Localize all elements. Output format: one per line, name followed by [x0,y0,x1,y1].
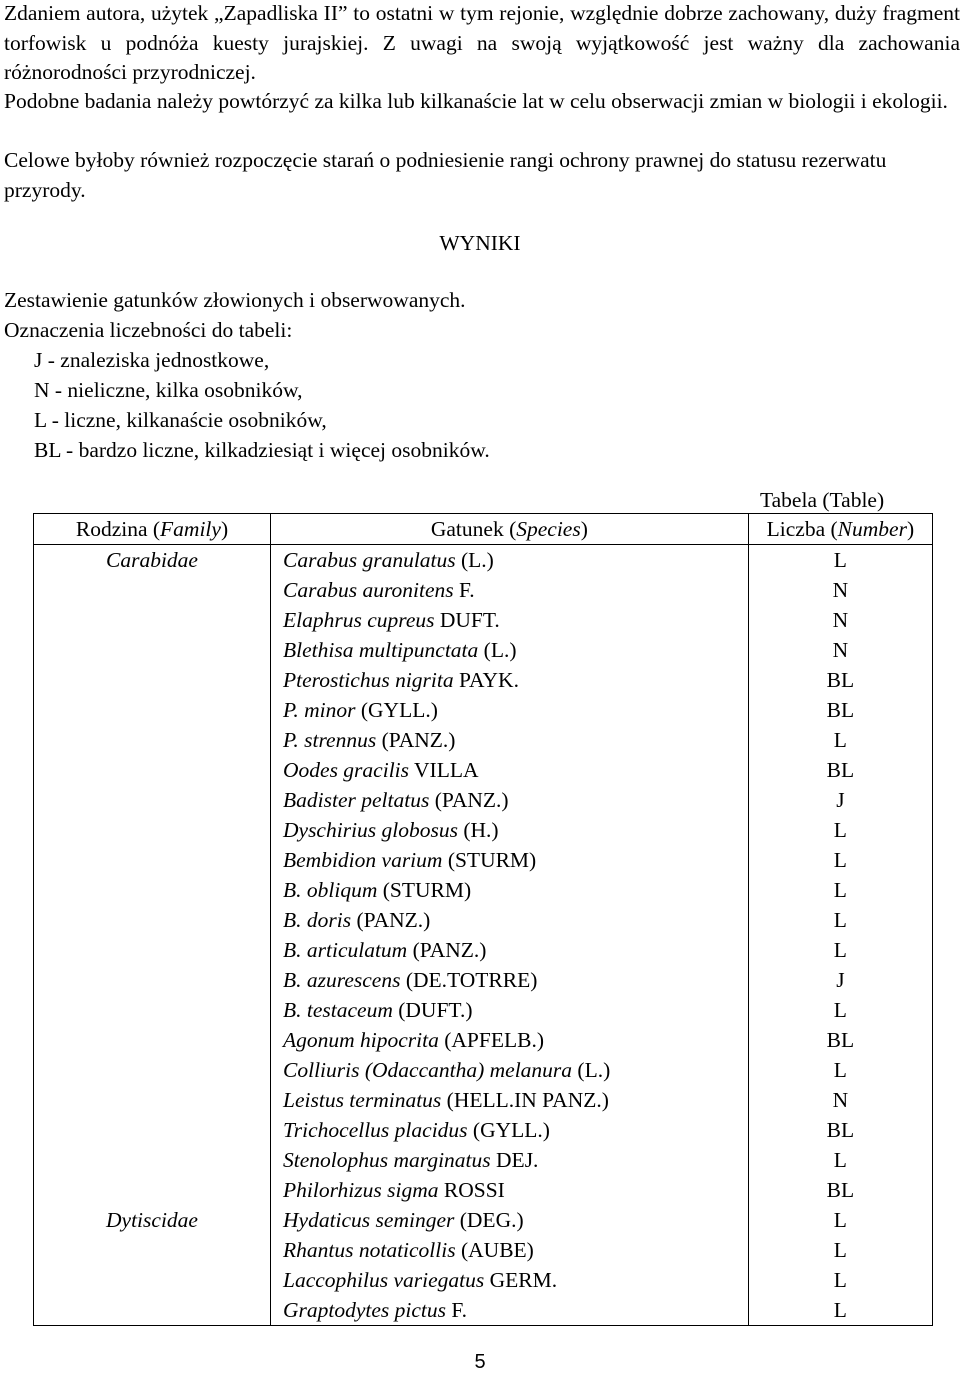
species-author: (STURM) [382,877,472,902]
family-cell [34,965,271,995]
count-cell: L [833,997,847,1022]
table-row [34,755,933,785]
family-cell [34,905,271,935]
species-author: (L.) [577,1057,611,1082]
table-row [34,1025,933,1055]
species-author: (STURM) [447,847,537,872]
table-body [34,545,933,1326]
species-name: B. doris [283,907,352,932]
legend-item-l: L - liczne, kilkanaście osobników, [34,408,327,432]
species-author: VILLA [414,757,479,782]
family-cell [34,1175,271,1205]
table-row [34,575,933,605]
species-name: Laccophilus variegatus [283,1267,485,1292]
family-cell [34,1085,271,1115]
count-cell: L [833,1237,847,1262]
table-row [34,665,933,695]
header-family [34,514,271,545]
species-author: (APFELB.) [444,1027,544,1052]
count-cell: N [832,607,849,632]
species-name: B. obliqum [283,877,378,902]
legend-item-j: J - znaleziska jednostkowe, [34,348,270,372]
family-cell [34,725,271,755]
header-species-text: Gatunek ( [430,516,517,541]
table-row [34,695,933,725]
table-row [34,1085,933,1115]
family-cell [34,665,271,695]
family-cell [34,815,271,845]
count-cell: N [832,637,849,662]
species-author: (DE.TOTRRE) [405,967,538,992]
species-author: (AUBE) [460,1237,534,1262]
count-cell: J [836,787,845,812]
family-cell [34,935,271,965]
species-name: Pterostichus nigrita [283,667,454,692]
species-name: B. azurescens [283,967,401,992]
count-cell: BL [826,1177,855,1202]
table-row [34,1145,933,1175]
count-cell: L [833,1297,847,1322]
legend-title: Oznaczenia liczebności do tabeli: [4,318,293,342]
species-author: F. [459,577,475,602]
family-cell: Carabidae [34,545,271,576]
species-author: (GYLL.) [360,697,438,722]
count-cell: L [833,547,847,572]
species-cell [271,785,749,815]
species-author: (DUFT.) [398,997,473,1022]
family-cell [34,605,271,635]
species-name: Bembidion varium [283,847,443,872]
family-cell [34,755,271,785]
header-species-italic: Species [516,516,581,541]
species-author: (PANZ.) [412,937,487,962]
species-author: F. [451,1297,468,1322]
family-cell [34,1055,271,1085]
legend-item-bl: BL - bardzo liczne, kilkadziesiąt i więcej osobników. [34,438,490,462]
species-author: DEJ. [496,1147,539,1172]
species-name: Dyschirius globosus [283,817,458,842]
abundance-legend [4,285,490,465]
species-cell [271,905,749,935]
species-cell [271,965,749,995]
count-cell: J [836,967,845,992]
species-cell [271,935,749,965]
species-name: Elaphrus cupreus [283,607,435,632]
header-family-italic: Family [160,516,221,541]
table-row [34,1265,933,1295]
table-row [34,935,933,965]
species-cell [271,1295,749,1326]
species-name: Hydaticus seminger [283,1207,455,1232]
family-cell [34,1235,271,1265]
header-number [748,514,932,545]
family-cell [34,575,271,605]
table-row [34,545,933,576]
table-row [34,1055,933,1085]
species-cell [271,545,749,576]
species-author: (GYLL.) [472,1117,550,1142]
count-cell: L [833,1057,847,1082]
species-cell [271,1235,749,1265]
species-author: (L.) [483,637,517,662]
family-cell [34,695,271,725]
family-cell: Dytiscidae [34,1205,271,1235]
family-cell [34,1115,271,1145]
table-row [34,1295,933,1326]
table-row [34,635,933,665]
table-row [34,845,933,875]
table-row [34,995,933,1025]
count-cell: N [832,577,849,602]
species-cell [271,1265,749,1295]
species-cell [271,1085,749,1115]
table-header-row [34,514,933,545]
header-number-text: Liczba ( [766,516,838,541]
species-name: Carabus auronitens [283,577,454,602]
species-author: (H.) [463,817,499,842]
family-cell [34,635,271,665]
table-row [34,1175,933,1205]
count-cell: N [832,1087,849,1112]
count-cell: L [833,1207,847,1232]
species-cell [271,635,749,665]
page-number: 5 [474,1351,486,1373]
table-row [34,1235,933,1265]
species-cell [271,1145,749,1175]
paragraph-reserve-status: Celowe byłoby również rozpoczęcie starań o podniesienie rangi ochrony prawnej do statusu rezerwatu przyrody. [4,148,887,202]
header-family-text: Rodzina ( [75,516,161,541]
count-cell: L [833,727,847,752]
species-author: (DEG.) [459,1207,524,1232]
legend-item-n: N - nieliczne, kilka osobników, [34,378,303,402]
species-author: (PANZ.) [381,727,456,752]
species-name: B. articulatum [283,937,408,962]
family-cell [34,1295,271,1326]
table-row [34,605,933,635]
species-name: B. testaceum [283,997,393,1022]
species-cell [271,605,749,635]
table-row [34,725,933,755]
species-cell [271,575,749,605]
species-author: GERM. [489,1267,558,1292]
species-author: (L.) [461,547,494,572]
species-name: P. minor [283,697,356,722]
species-cell [271,815,749,845]
count-cell: L [833,877,847,902]
species-name: Carabus granulatus [283,547,456,572]
count-cell: L [833,817,847,842]
species-author: PAYK. [458,667,519,692]
header-number-italic: Number [837,516,907,541]
family-cell [34,785,271,815]
species-name: Graptodytes pictus [283,1297,447,1322]
count-cell: BL [826,697,855,722]
species-name: Badister peltatus [283,787,430,812]
family-cell [34,1145,271,1175]
count-cell: L [833,847,847,872]
species-cell [271,755,749,785]
count-cell: L [833,907,847,932]
species-cell [271,845,749,875]
species-name: Colliuris (Odaccantha) melanura [283,1057,573,1082]
count-cell: L [833,1147,847,1172]
species-cell [271,695,749,725]
species-author: (PANZ.) [356,907,431,932]
table-row [34,905,933,935]
family-cell [34,1025,271,1055]
table-row [34,965,933,995]
count-cell: BL [826,1117,855,1142]
species-author: DUFT. [439,607,500,632]
species-cell [271,1055,749,1085]
count-cell: BL [826,667,855,692]
species-cell [271,875,749,905]
species-name: Oodes gracilis [283,757,410,782]
table-row [34,875,933,905]
species-cell [271,725,749,755]
table-caption: Tabela (Table) [760,488,885,512]
header-species-close: ) [580,516,588,541]
section-heading: WYNIKI [439,231,521,255]
paragraph-conclusion: Zdaniem autora, użytek „Zapadliska II” to ostatni w tym rejonie, względnie dobrze zachowany, duży fragment torfowisk u podnóża kuesty jurajskiej. Z uwagi na swoją wyjątkowość jest ważny dla zachowania różnorodności przyrodniczej. [4,1,960,84]
species-cell [271,665,749,695]
paragraph-repeat-study: Podobne badania należy powtórzyć za kilka lub kilkanaście lat w celu obserwacji zmian w biologii i ekologii. [4,89,948,113]
species-name: Leistus terminatus [283,1087,442,1112]
table-row [34,815,933,845]
species-name: Trichocellus placidus [283,1117,468,1142]
count-cell: L [833,1267,847,1292]
species-name: P. strennus [283,727,377,752]
species-cell [271,1205,749,1235]
species-author: ROSSI [443,1177,505,1202]
header-family-close: ) [220,516,229,541]
family-cell [34,995,271,1025]
legend-intro: Zestawienie gatunków złowionych i obserwowanych. [4,288,466,312]
header-species [271,514,749,545]
species-cell [271,1025,749,1055]
species-table [33,513,933,1326]
table-row [34,1115,933,1145]
species-name: Blethisa multipunctata [283,637,479,662]
species-name: Rhantus notaticollis [283,1237,456,1262]
header-number-close: ) [906,516,915,541]
species-author: (PANZ.) [434,787,509,812]
count-cell: L [833,937,847,962]
species-cell [271,1175,749,1205]
species-name: Stenolophus marginatus [283,1147,491,1172]
table-row [34,785,933,815]
count-cell: BL [826,1027,855,1052]
species-name: Philorhizus sigma [283,1177,439,1202]
species-cell [271,1115,749,1145]
species-name: Agonum hipocrita [283,1027,439,1052]
family-cell [34,845,271,875]
family-cell [34,875,271,905]
species-cell [271,995,749,1025]
species-author: (HELL.IN PANZ.) [446,1087,609,1112]
table-row [34,1205,933,1235]
family-cell [34,1265,271,1295]
count-cell: BL [826,757,855,782]
